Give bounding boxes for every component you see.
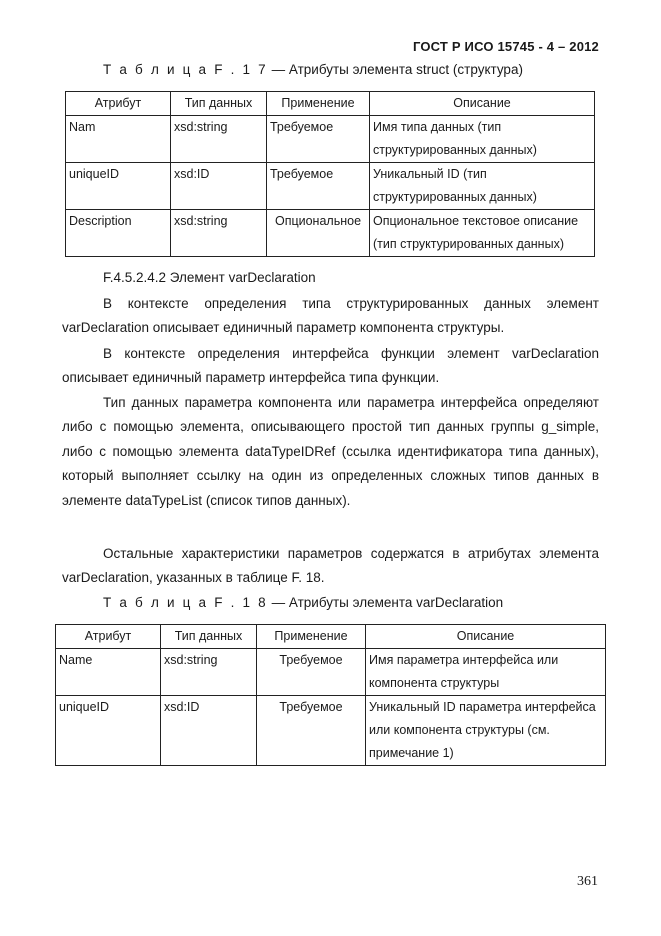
cell-datatype: xsd:ID	[161, 696, 257, 766]
cell-attribute: Description	[66, 210, 171, 257]
paragraph-4: Остальные характеристики параметров содержатся в атрибутах элемента varDeclaration, указанных в таблице F. 18.	[62, 546, 599, 586]
cell-description: Опциональное текстовое описание (тип структурированных данных)	[370, 210, 595, 257]
table-17	[65, 91, 595, 257]
paragraph-3: Тип данных параметра компонента или параметра интерфейса определяют либо с помощью элемента, описывающего простой тип данных группы g_simple, либо с помощью элемента dataTypeIDRef (ссылка идентификатора типа данных), который выполняет ссылку на один из определенных сложных типов данных в элементе dataTypeList (список типов данных).	[62, 395, 599, 508]
cell-datatype: xsd:string	[171, 116, 267, 163]
column-header-datatype: Тип данных	[171, 92, 267, 116]
table-18-label: Т а б л и ц а F . 1 8	[103, 595, 268, 610]
cell-attribute: uniqueID	[66, 163, 171, 210]
cell-description: Имя типа данных (тип структурированных данных)	[370, 116, 595, 163]
section-heading: F.4.5.2.4.2 Элемент varDeclaration	[103, 270, 316, 285]
cell-usage: Опциональное	[267, 210, 370, 257]
table-18-caption	[103, 595, 503, 610]
paragraph-2: В контексте определения интерфейса функции элемент varDeclaration описывает единичный параметр интерфейса типа функции.	[62, 346, 599, 386]
cell-attribute: Name	[56, 649, 161, 696]
table-row	[66, 210, 595, 257]
cell-attribute: Nam	[66, 116, 171, 163]
cell-datatype: xsd:string	[171, 210, 267, 257]
cell-description: Уникальный ID параметра интерфейса или компонента структуры (см. примечание 1)	[366, 696, 606, 766]
table-header-row	[66, 92, 595, 116]
table-row	[66, 116, 595, 163]
table-header-row	[56, 625, 606, 649]
cell-datatype: xsd:ID	[171, 163, 267, 210]
cell-usage: Требуемое	[267, 116, 370, 163]
table-17-title: — Атрибуты элемента struct (структура)	[267, 62, 523, 77]
column-header-description: Описание	[366, 625, 606, 649]
column-header-usage: Применение	[257, 625, 366, 649]
cell-description: Уникальный ID (тип структурированных данных)	[370, 163, 595, 210]
paragraph-1: В контексте определения типа структурированных данных элемент varDeclaration описывает единичный параметр компонента структуры.	[62, 296, 599, 336]
page-number: 361	[577, 874, 598, 889]
cell-attribute: uniqueID	[56, 696, 161, 766]
table-row	[66, 163, 595, 210]
cell-usage: Требуемое	[257, 696, 366, 766]
table-17-caption	[103, 62, 523, 77]
table-row	[56, 649, 606, 696]
table-row	[56, 696, 606, 766]
cell-usage: Требуемое	[267, 163, 370, 210]
column-header-attribute: Атрибут	[56, 625, 161, 649]
cell-usage: Требуемое	[257, 649, 366, 696]
column-header-description: Описание	[370, 92, 595, 116]
document-header: ГОСТ Р ИСО 15745 - 4 – 2012	[412, 39, 599, 54]
cell-datatype: xsd:string	[161, 649, 257, 696]
column-header-datatype: Тип данных	[161, 625, 257, 649]
column-header-usage: Применение	[267, 92, 370, 116]
table-17-label: Т а б л и ц а F . 1 7	[103, 62, 268, 77]
cell-description: Имя параметра интерфейса или компонента структуры	[366, 649, 606, 696]
table-18	[55, 624, 606, 766]
table-18-title: — Атрибуты элемента varDeclaration	[267, 595, 504, 610]
column-header-attribute: Атрибут	[66, 92, 171, 116]
